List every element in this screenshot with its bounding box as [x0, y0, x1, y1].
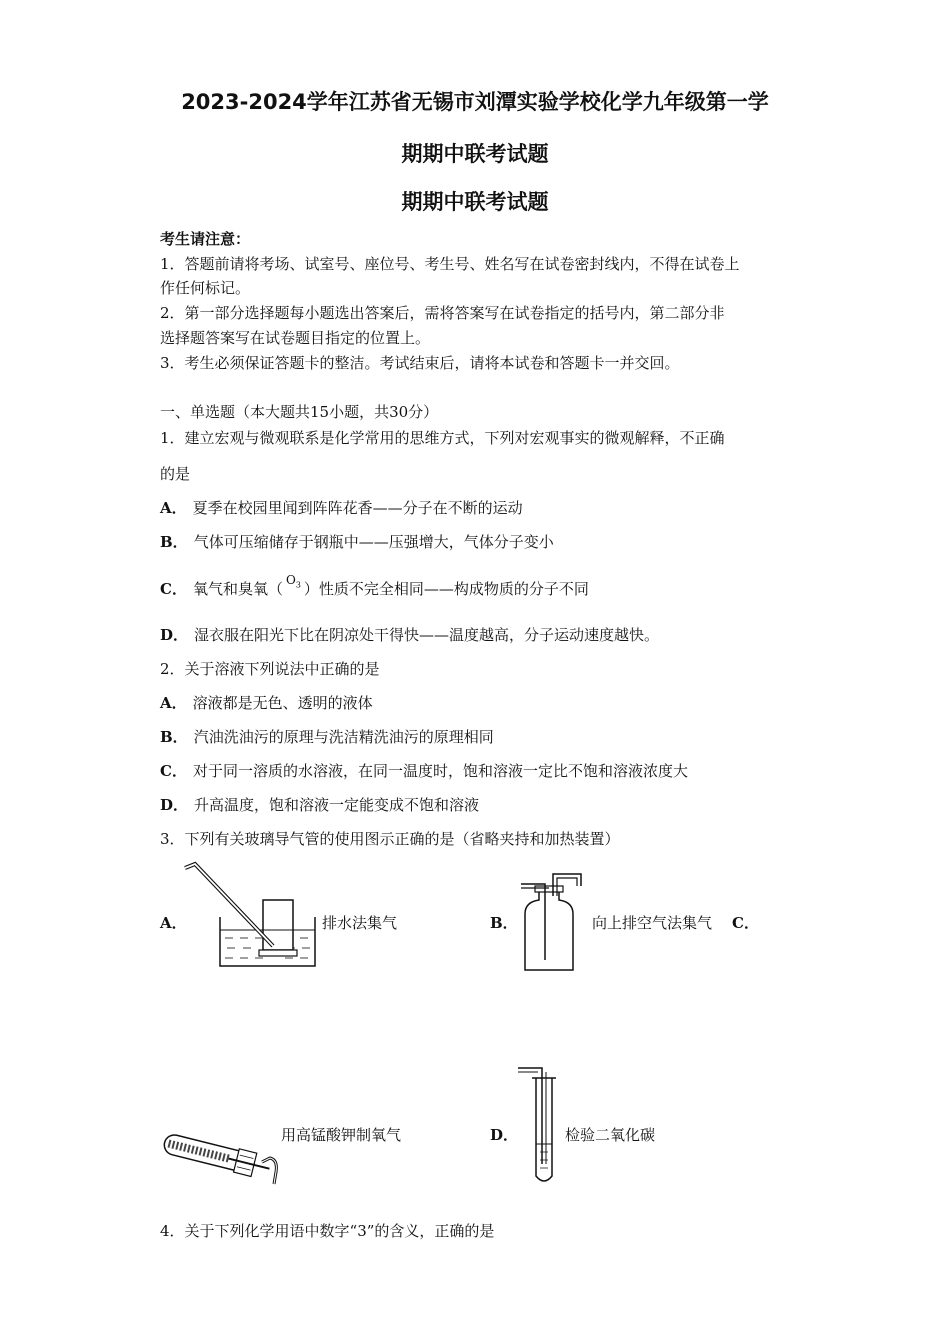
q2-option-d[interactable] [160, 794, 479, 815]
q1-option-a[interactable] [160, 497, 523, 518]
q2-option-c-text: 对于同一溶质的水溶液，在同一温度时，饱和溶液一定比不饱和溶液浓度大 [192, 762, 688, 780]
q3-option-c-label[interactable]: C． [732, 914, 759, 932]
q1-option-c-text-before: 氧气和臭氧（ [192, 580, 283, 598]
q1-option-c-text-after: ）性质不完全相同——构成物质的分子不同 [303, 580, 589, 598]
notice-item-1: 1．答题前请将考场、试室号、座位号、考生号、姓名写在试卷密封线内，不得在试卷上 [160, 255, 740, 273]
q1-option-a-label: A． [160, 499, 187, 517]
notice-item-3: 3．考生必须保证答题卡的整洁。考试结束后，请将本试卷和答题卡一并交回。 [160, 354, 680, 372]
q1-option-b[interactable] [160, 531, 554, 552]
q1-option-c-label: C． [160, 580, 187, 598]
q2-option-b-label: B． [160, 728, 188, 746]
q2-option-a-text: 溶液都是无色、透明的液体 [192, 694, 373, 712]
q2-option-c-label: C． [160, 762, 187, 780]
upward-air-collection-figure [515, 868, 590, 974]
q1-option-b-label: B． [160, 533, 188, 551]
q3-option-b-label[interactable]: B． [490, 914, 518, 932]
q1-stem: 1．建立宏观与微观联系是化学常用的思维方式，下列对宏观事实的微观解释，不正确 [160, 429, 725, 447]
q2-option-c[interactable] [160, 760, 688, 781]
notice-item-2: 2．第一部分选择题每小题选出答案后，需将答案写在试卷指定的括号内，第二部分非 [160, 304, 725, 322]
q2-option-b-text: 汽油洗油污的原理与洗洁精洗油污的原理相同 [193, 728, 494, 746]
section-heading: 一、单选题（本大题共15小题，共30分） [160, 403, 439, 421]
q3-option-d-label[interactable]: D． [490, 1126, 519, 1144]
co2-test-figure [516, 1064, 566, 1190]
page-title-line1: 2023-2024学年江苏省无锡市刘潭实验学校化学九年级第一学 [181, 90, 769, 114]
potassium-permanganate-figure [158, 1132, 283, 1190]
q3-option-b-caption: 向上排空气法集气 [592, 914, 713, 932]
notice-heading: 考生请注意： [160, 230, 251, 248]
q3-option-a-caption: 排水法集气 [322, 914, 398, 932]
page-title-line2: 期期中联考试题 [401, 142, 549, 166]
q2-stem: 2．关于溶液下列说法中正确的是 [160, 660, 380, 678]
notice-item-2-cont: 选择题答案写在试卷题目指定的位置上。 [160, 329, 431, 347]
q1-option-d[interactable] [160, 624, 659, 645]
q3-option-a-label[interactable]: A． [160, 914, 187, 932]
water-displacement-figure [185, 862, 315, 972]
q2-option-a-label: A． [160, 694, 187, 712]
q4-stem: 4．关于下列化学用语中数字“3”的含义，正确的是 [160, 1222, 495, 1240]
q2-option-a[interactable] [160, 692, 373, 713]
q1-stem-cont: 的是 [160, 465, 191, 483]
q1-option-d-text: 湿衣服在阳光下比在阴凉处干得快——温度越高，分子运动速度越快。 [194, 626, 660, 644]
q1-option-b-text: 气体可压缩储存于钢瓶中——压强增大，气体分子变小 [193, 533, 554, 551]
page-title-line3: 期期中联考试题 [401, 190, 549, 214]
notice-item-1-cont: 作任何标记。 [160, 279, 251, 297]
q1-option-d-label: D． [160, 626, 189, 644]
q1-option-a-text: 夏季在校园里闻到阵阵花香——分子在不断的运动 [192, 499, 523, 517]
q3-stem: 3．下列有关玻璃导气管的使用图示正确的是（省略夹持和加热装置） [160, 830, 620, 848]
ozone-formula: $O_3$ [285, 573, 301, 590]
q1-option-c[interactable] [160, 573, 589, 599]
q2-option-b[interactable] [160, 726, 494, 747]
q3-option-d-caption: 检验二氧化碳 [565, 1126, 656, 1144]
q2-option-d-label: D． [160, 796, 189, 814]
q2-option-d-text: 升高温度，饱和溶液一定能变成不饱和溶液 [194, 796, 480, 814]
q3-option-c-caption: 用高锰酸钾制氧气 [281, 1126, 402, 1144]
